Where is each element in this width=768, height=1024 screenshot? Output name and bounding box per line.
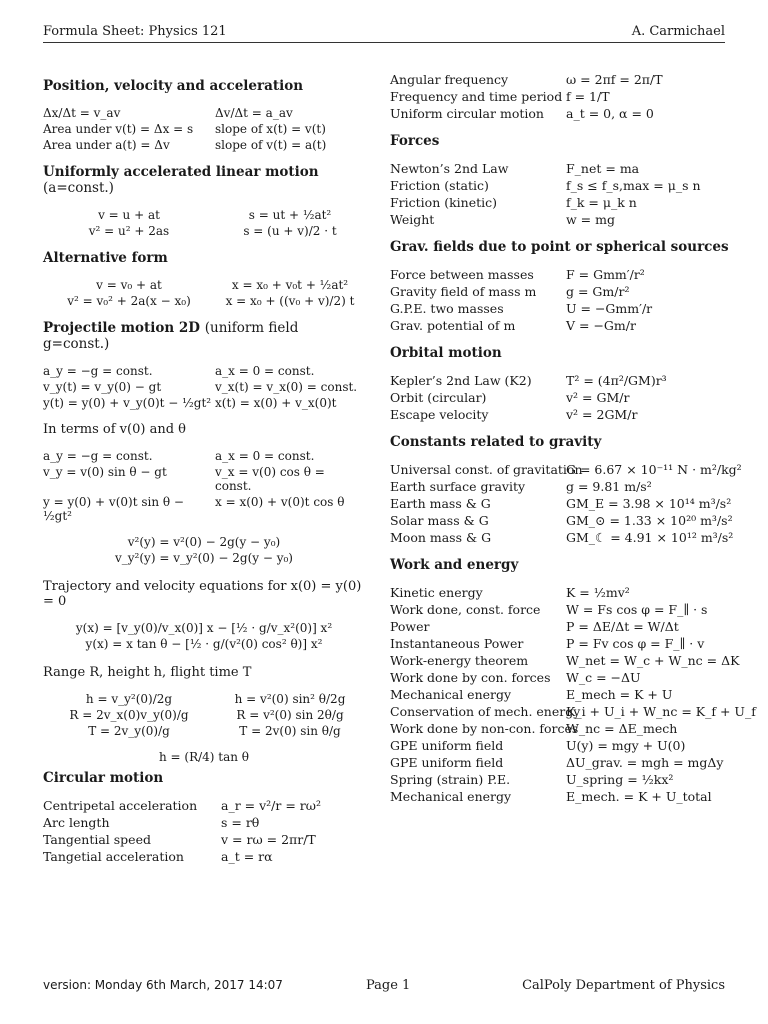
formula: ΔU_grav. = mgh = mgΔy (566, 755, 724, 770)
formula: v² = u² + 2as (88, 224, 170, 238)
formula: F_net = ma (566, 161, 640, 176)
formula: h = v_y²(0)/2g (85, 692, 173, 706)
formula: P = ΔE/Δt = W/Δt (566, 619, 679, 634)
formula-label: Arc length (43, 815, 110, 830)
formula: y(x) = [v_y(0)/v_x(0)] x − [½ · g/v_x²(0)] x² (75, 621, 333, 635)
formula: F = Gmm′/r² (566, 267, 645, 282)
formula: w = mg (566, 212, 615, 227)
section-title (43, 164, 365, 196)
formula: f_s ≤ f_s,max = μ_s n (566, 178, 701, 193)
formula-label: Mechanical energy (390, 687, 512, 702)
formula-label: Tangetial acceleration (43, 849, 184, 864)
formula: W_c = −ΔU (566, 670, 641, 685)
formula: Area under v(t) = Δx = s (43, 122, 194, 136)
formula: v = rω = 2πr/T (221, 832, 316, 847)
formula: v² = GM/r (566, 390, 630, 405)
section-note: (a=const.) (43, 180, 114, 196)
formula-label: Work-energy theorem (390, 653, 529, 668)
formula: R = 2v_x(0)v_y(0)/g (69, 708, 189, 722)
formula-table (390, 161, 730, 227)
formula-label: Work done, const. force (390, 602, 541, 617)
formula: x = x(0) + v(0)t cos θ (215, 495, 345, 509)
formula-table (43, 798, 365, 864)
formula-label: Escape velocity (390, 407, 489, 422)
formula: v_y(t) = v_y(0) − gt (43, 380, 162, 394)
header-author: A. Carmichael (631, 24, 725, 39)
formula-label: Work done by con. forces (390, 670, 551, 685)
formula-label: Earth surface gravity (390, 479, 526, 494)
section-title: Circular motion (43, 770, 164, 786)
formula-label: Weight (390, 212, 435, 227)
formula-label: Power (390, 619, 430, 634)
formula-grid (43, 364, 365, 410)
formula: s = (u + v)/2 · t (243, 224, 337, 238)
formula: a_x = 0 = const. (215, 449, 315, 463)
left-column (43, 72, 365, 876)
formula: W_nc = ΔE_mech (566, 721, 678, 736)
formula-label: Force between masses (390, 267, 534, 282)
formula: W = Fs cos φ = F_∥ · s (566, 602, 708, 617)
formula-table (390, 72, 730, 121)
formula-label: Centripetal acceleration (43, 798, 198, 813)
formula-label: Friction (static) (390, 178, 489, 193)
formula: v = v₀ + at (96, 278, 162, 292)
body-text: Trajectory and velocity equations for x(0) = y(0) = 0 (43, 579, 362, 609)
formula: v_y²(y) = v_y²(0) − 2g(y − y₀) (115, 551, 293, 565)
formula-table (390, 585, 756, 804)
formula-grid (43, 449, 365, 523)
formula-label: Instantaneous Power (390, 636, 524, 651)
section-title: Alternative form (43, 250, 168, 266)
formula: T² = (4π²/GM)r³ (566, 373, 667, 388)
formula: E_mech = K + U (566, 687, 673, 702)
formula-label: Conservation of mech. energy (390, 704, 581, 719)
formula: P = Fv cos φ = F_∥ · v (566, 636, 705, 651)
formula: G = 6.67 × 10⁻¹¹ N · m²/kg² (566, 462, 742, 477)
formula: a_r = v²/r = rω² (221, 798, 321, 813)
formula-label: Spring (strain) P.E. (390, 772, 511, 787)
formula: slope of v(t) = a(t) (215, 138, 327, 152)
formula: v = u + at (98, 208, 160, 222)
formula: slope of x(t) = v(t) (215, 122, 326, 136)
section-title: Orbital motion (390, 345, 502, 361)
formula: a_t = rα (221, 849, 273, 864)
formula: GM_⊙ = 1.33 × 10²⁰ m³/s² (566, 513, 733, 528)
formula-grid (43, 278, 365, 308)
header-title: Formula Sheet: Physics 121 (43, 24, 227, 39)
formula-label: Grav. potential of m (390, 318, 516, 333)
formula: Δx/Δt = v_av (43, 106, 121, 120)
formula: T = 2v_y(0)/g (88, 724, 170, 738)
formula: U_spring = ½kx² (566, 772, 674, 787)
formula: T = 2v(0) sin θ/g (239, 724, 341, 738)
section-title-text: Projectile motion 2D (43, 320, 201, 336)
right-column (390, 72, 756, 816)
formula-label: Angular frequency (390, 72, 509, 87)
formula: x(t) = x(0) + v_x(0)t (215, 396, 337, 410)
section-title: Work and energy (390, 557, 519, 573)
formula: y(t) = y(0) + v_y(0)t − ½gt² (43, 396, 212, 410)
formula: a_y = −g = const. (43, 364, 153, 378)
formula-label: Gravity field of mass m (390, 284, 537, 299)
formula-label: Mechanical energy (390, 789, 512, 804)
formula-table (390, 267, 730, 333)
formula: v²(y) = v²(0) − 2g(y − y₀) (127, 535, 281, 549)
formula-grid (43, 106, 365, 152)
formula: K_i + U_i + W_nc = K_f + U_f (566, 704, 756, 719)
section-title (43, 320, 365, 352)
formula: s = rθ (221, 815, 260, 830)
formula-label: Work done by non-con. forces (390, 721, 579, 736)
formula: f_k = μ_k n (566, 195, 637, 210)
formula: f = 1/T (566, 89, 610, 104)
formula: U = −Gmm′/r (566, 301, 653, 316)
formula-label: Friction (kinetic) (390, 195, 498, 210)
formula: W_net = W_c + W_nc = ΔK (566, 653, 740, 668)
formula: U(y) = mgy + U(0) (566, 738, 686, 753)
formula: ω = 2πf = 2π/T (566, 72, 663, 87)
formula: x = x₀ + ((v₀ + v)/2) t (225, 294, 355, 308)
section-title: Forces (390, 133, 440, 149)
formula: v² = v₀² + 2a(x − x₀) (67, 294, 191, 308)
department-name: CalPoly Department of Physics (522, 978, 725, 993)
page-number: Page 1 (366, 978, 411, 993)
formula: a_y = −g = const. (43, 449, 153, 463)
formula-label: Uniform circular motion (390, 106, 544, 121)
formula-label: GPE uniform field (390, 738, 504, 753)
formula: y = y(0) + v(0)t sin θ − ½gt² (43, 495, 184, 523)
formula-grid (43, 692, 365, 738)
formula: y(x) = x tan θ − [½ · g/(v²(0) cos² θ)] x² (85, 637, 323, 651)
formula: GM_E = 3.98 × 10¹⁴ m³/s² (566, 496, 732, 511)
formula-table (390, 373, 730, 422)
formula: g = 9.81 m/s² (566, 479, 652, 494)
formula: v_x = v(0) cos θ = const. (215, 465, 325, 493)
formula: g = Gm/r² (566, 284, 630, 299)
formula: v_x(t) = v_x(0) = const. (215, 380, 358, 394)
section-title: Grav. fields due to point or spherical sources (390, 239, 729, 255)
formula-label: Kinetic energy (390, 585, 483, 600)
formula-label: Orbit (circular) (390, 390, 487, 405)
formula: v² = 2GM/r (566, 407, 638, 422)
section-title: Constants related to gravity (390, 434, 602, 450)
formula-label: Earth mass & G (390, 496, 491, 511)
formula: v_y = v(0) sin θ − gt (43, 465, 167, 479)
formula: Area under a(t) = Δv (43, 138, 170, 152)
formula: x = x₀ + v₀t + ½at² (231, 278, 349, 292)
section-title-text: Uniformly accelerated linear motion (43, 164, 319, 180)
version-text: version: Monday 6th March, 2017 14:07 (43, 978, 283, 992)
formula-label: Solar mass & G (390, 513, 489, 528)
section-title: Position, velocity and acceleration (43, 78, 304, 94)
formula-label: G.P.E. two masses (390, 301, 504, 316)
formula: h = (R/4) tan θ (158, 750, 250, 764)
formula-label: Frequency and time period (390, 89, 563, 104)
formula-label: Tangential speed (43, 832, 151, 847)
page-header (43, 24, 725, 43)
formula: Δv/Δt = a_av (215, 106, 293, 120)
formula-label: Universal const. of gravitation (390, 462, 583, 477)
formula-label: Moon mass & G (390, 530, 492, 545)
formula: V = −Gm/r (566, 318, 636, 333)
formula: R = v²(0) sin 2θ/g (236, 708, 344, 722)
body-text: In terms of v(0) and θ (43, 422, 186, 437)
formula-label: GPE uniform field (390, 755, 504, 770)
formula: s = ut + ½at² (248, 208, 332, 222)
formula: GM_☾ = 4.91 × 10¹² m³/s² (566, 530, 734, 545)
body-text: Range R, height h, flight time T (43, 665, 252, 680)
formula: h = v²(0) sin² θ/2g (234, 692, 346, 706)
formula-table (390, 462, 742, 545)
formula-label: Newton’s 2nd Law (390, 161, 509, 176)
section-note: (uniform field g=const.) (43, 320, 299, 352)
formula: a_x = 0 = const. (215, 364, 315, 378)
formula-grid (43, 208, 365, 238)
formula: a_t = 0, α = 0 (566, 106, 654, 121)
formula: E_mech. = K + U_total (566, 789, 712, 804)
formula: K = ½mv² (566, 585, 630, 600)
formula-label: Kepler’s 2nd Law (K2) (390, 373, 532, 388)
